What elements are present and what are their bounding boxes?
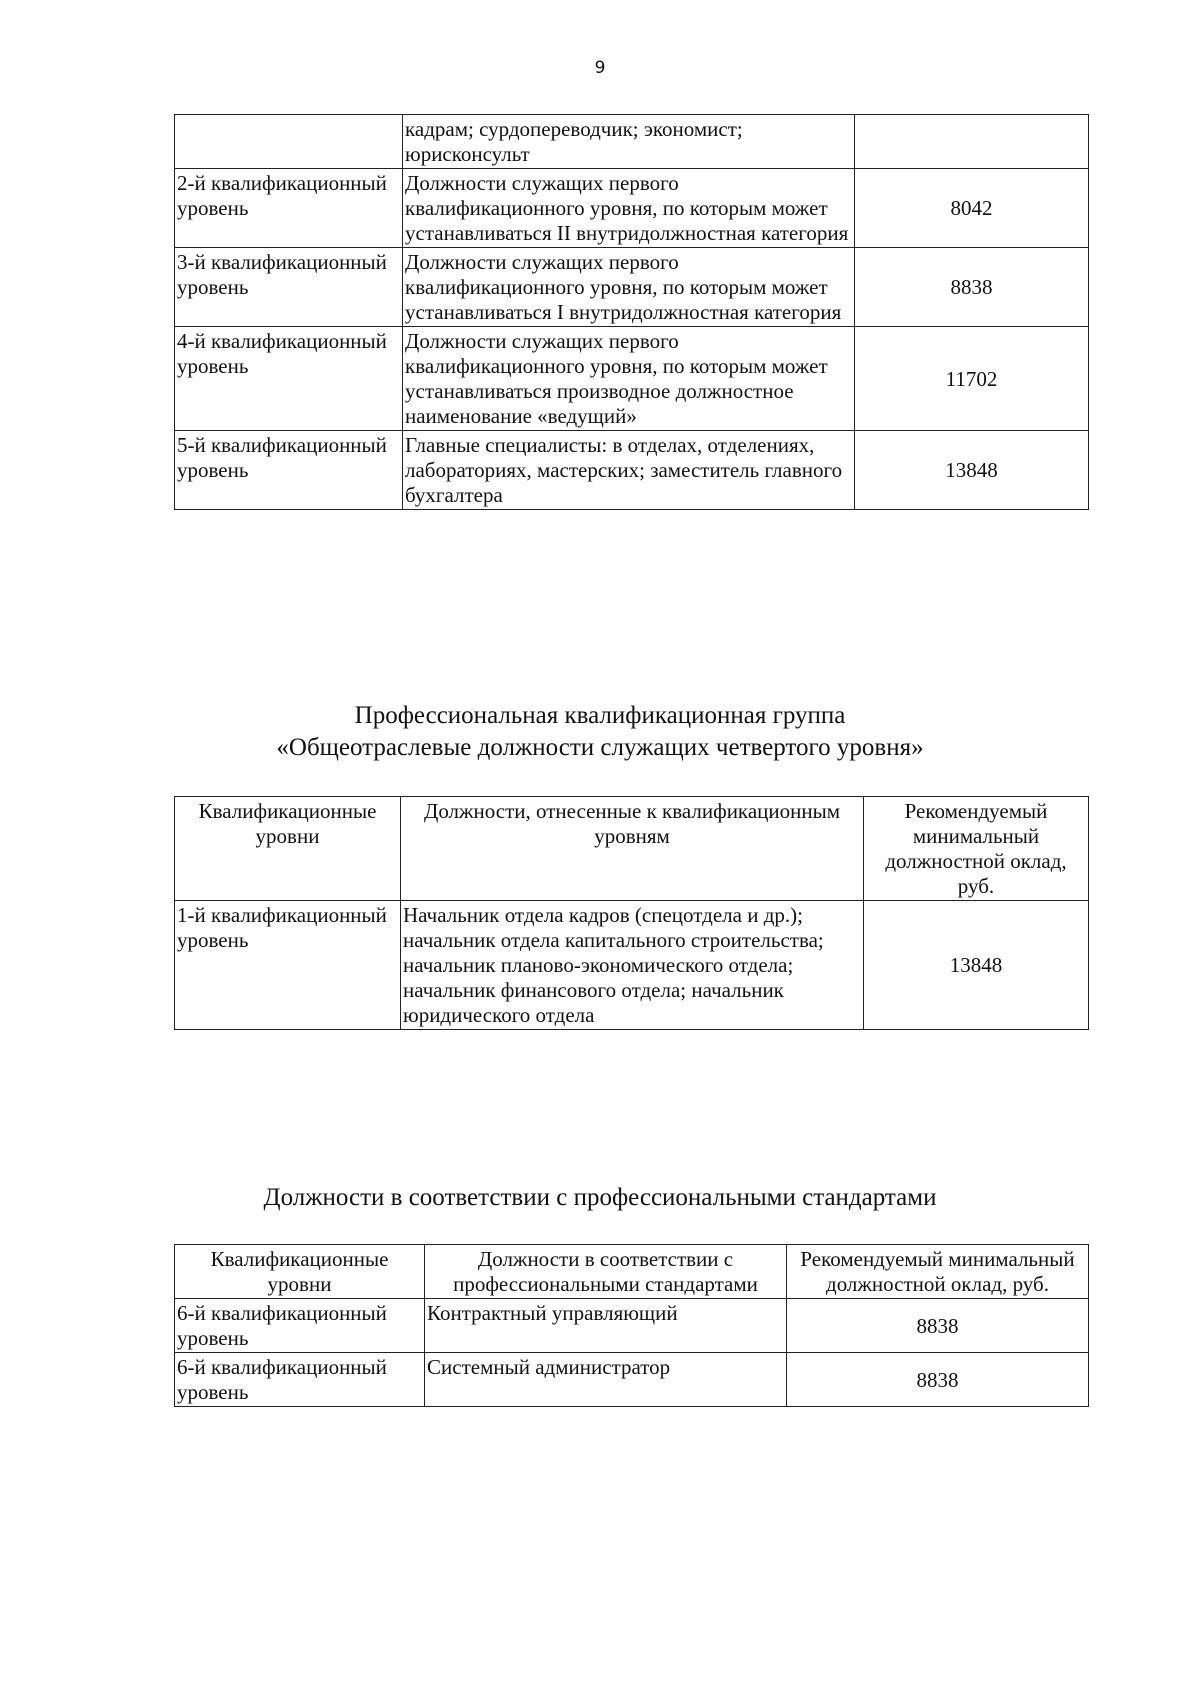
salary-cell: 13848 [864, 901, 1089, 1030]
positions-cell: Начальник отдела кадров (спецотдела и др.); начальник отдела капитального строительства; начальник планово-экономического отдела; начальник финансового отдела; начальник юридического отдела [401, 901, 864, 1030]
section-title-line2: «Общеотраслевые должности служащих четвертого уровня» [276, 734, 924, 761]
salary-cell: 8838 [787, 1299, 1089, 1353]
column-header-salary: Рекомендуемый минимальный должностной оклад, руб. [864, 797, 1089, 901]
salary-cell: 8838 [855, 248, 1089, 327]
column-header-positions: Должности, отнесенные к квалификационным уровням [401, 797, 864, 901]
table-row [175, 115, 1089, 169]
column-header-levels: Квалификационные уровни [175, 1245, 425, 1299]
positions-cell: Должности служащих первого квалификационного уровня, по которым может устанавливаться производное должностное наименование «ведущий» [403, 327, 855, 431]
column-header-positions: Должности в соответствии с профессиональными стандартами [425, 1245, 787, 1299]
table-row [175, 248, 1089, 327]
level-cell: 6-й квалификационный уровень [175, 1353, 425, 1407]
salary-cell [855, 115, 1089, 169]
level-cell: 6-й квалификационный уровень [175, 1299, 425, 1353]
table-row [175, 901, 1089, 1030]
table-row [175, 327, 1089, 431]
level-cell: 4-й квалификационный уровень [175, 327, 403, 431]
column-header-salary: Рекомендуемый минимальный должностной оклад, руб. [787, 1245, 1089, 1299]
positions-cell: Главные специалисты: в отделах, отделениях, лабораториях, мастерских; заместитель главного бухгалтера [403, 431, 855, 510]
positions-cell: кадрам; сурдопереводчик; экономист; юрисконсульт [403, 115, 855, 169]
column-header-levels: Квалификационные уровни [175, 797, 401, 901]
level-cell: 5-й квалификационный уровень [175, 431, 403, 510]
salary-cell: 11702 [855, 327, 1089, 431]
page-number: 9 [594, 58, 606, 78]
salary-cell: 8838 [787, 1353, 1089, 1407]
table-row [175, 1353, 1089, 1407]
header-row [175, 797, 1089, 901]
table-row [175, 169, 1089, 248]
table-row [175, 431, 1089, 510]
standards-table [174, 1244, 1089, 1407]
positions-cell: Должности служащих первого квалификационного уровня, по которым может устанавливаться I внутридолжностная категория [403, 248, 855, 327]
level-cell: 1-й квалификационный уровень [175, 901, 401, 1030]
level-cell: 3-й квалификационный уровень [175, 248, 403, 327]
section-title-standards: Должности в соответствии с профессиональными стандартами [263, 1184, 937, 1211]
positions-cell: Должности служащих первого квалификационного уровня, по которым может устанавливаться II внутридолжностная категория [403, 169, 855, 248]
positions-cell: Контрактный управляющий [425, 1299, 787, 1353]
salary-cell: 8042 [855, 169, 1089, 248]
salary-cell: 13848 [855, 431, 1089, 510]
section-title-line1: Профессиональная квалификационная группа [354, 702, 846, 729]
continuation-table [174, 114, 1089, 510]
level-cell [175, 115, 403, 169]
level-cell: 2-й квалификационный уровень [175, 169, 403, 248]
table-row [175, 1299, 1089, 1353]
section-title-pkg4 [0, 700, 1200, 764]
header-row [175, 1245, 1089, 1299]
pkg4-table [174, 796, 1089, 1030]
positions-cell: Системный администратор [425, 1353, 787, 1407]
